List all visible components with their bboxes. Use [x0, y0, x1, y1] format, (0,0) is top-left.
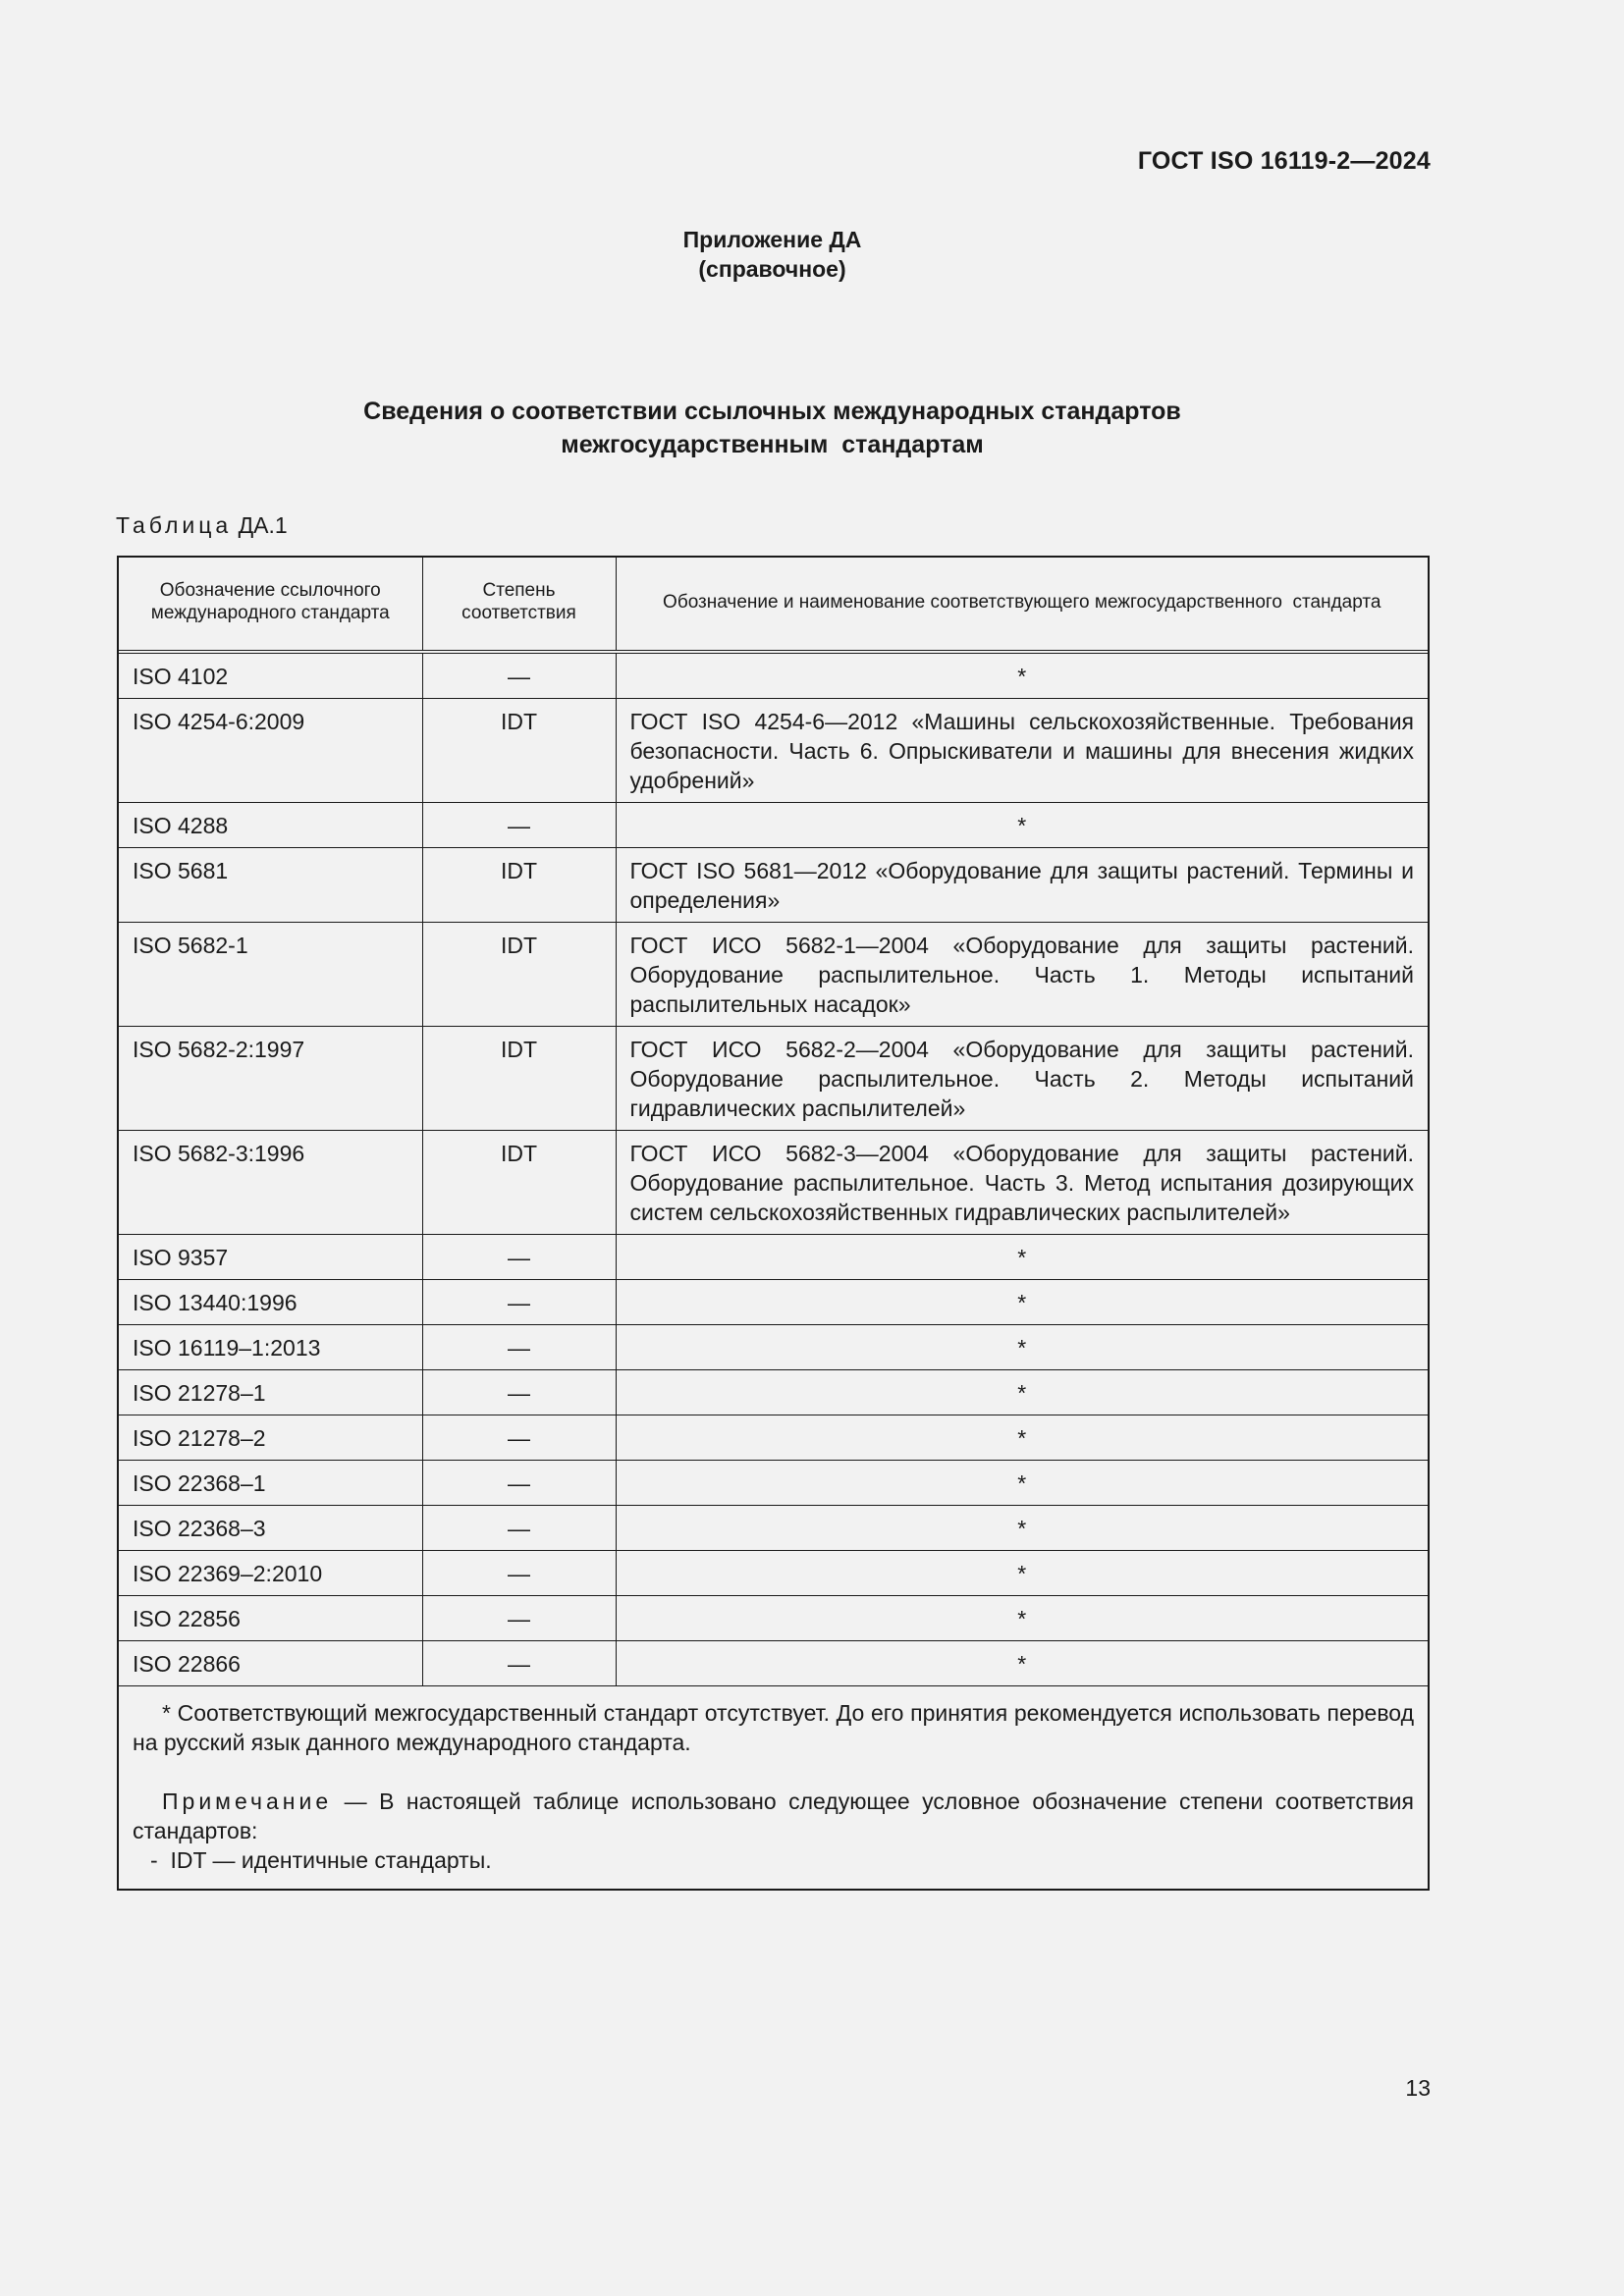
reference-cell: ISO 5682-3:1996 [119, 1131, 422, 1235]
degree-cell: — [422, 1415, 616, 1461]
table-row [119, 1461, 1428, 1506]
degree-cell: — [422, 1596, 616, 1641]
page-number: 13 [1405, 2075, 1431, 2101]
reference-cell: ISO 21278–1 [119, 1370, 422, 1415]
standard-name-cell: * [616, 1641, 1428, 1686]
reference-cell: ISO 22368–1 [119, 1461, 422, 1506]
table-row [119, 1325, 1428, 1370]
degree-cell: — [422, 1280, 616, 1325]
table-row [119, 1415, 1428, 1461]
appendix-subtitle: (справочное) [698, 256, 846, 282]
reference-cell: ISO 4102 [119, 652, 422, 699]
reference-cell: ISO 22368–3 [119, 1506, 422, 1551]
table-row [119, 848, 1428, 923]
degree-cell: IDT [422, 1027, 616, 1131]
reference-cell: ISO 4254-6:2009 [119, 699, 422, 803]
degree-cell: — [422, 803, 616, 848]
reference-cell: ISO 22369–2:2010 [119, 1551, 422, 1596]
degree-cell: — [422, 1551, 616, 1596]
degree-cell: — [422, 652, 616, 699]
table-row [119, 1596, 1428, 1641]
standard-name-cell: * [616, 1325, 1428, 1370]
table-row [119, 1551, 1428, 1596]
standard-name-cell: * [616, 1551, 1428, 1596]
heading-line-1: Сведения о соответствии ссылочных международных стандартов [363, 398, 1181, 425]
reference-cell: ISO 21278–2 [119, 1415, 422, 1461]
correspondence-table [117, 556, 1430, 1891]
degree-cell: — [422, 1370, 616, 1415]
standard-name-cell: ГОСТ ИСО 5682-2—2004 «Оборудование для защиты растений. Оборудование распылительное. Часть 2. Методы испытаний гидравлических распылителей» [616, 1027, 1428, 1131]
standard-name-cell: ГОСТ ISO 5681—2012 «Оборудование для защиты растений. Термины и определения» [616, 848, 1428, 923]
standard-name-cell: ГОСТ ИСО 5682-3—2004 «Оборудование для защиты растений. Оборудование распылительное. Часть 3. Метод испытания дозирующих систем сельскохозяйственных гидравлических распылителей» [616, 1131, 1428, 1235]
table-caption-number: ДА.1 [238, 512, 288, 538]
reference-cell: ISO 22856 [119, 1596, 422, 1641]
standard-name-cell: * [616, 1370, 1428, 1415]
heading-line-2: межгосударственным стандартам [561, 431, 984, 458]
table-notes-cell [119, 1686, 1428, 1890]
reference-cell: ISO 16119–1:2013 [119, 1325, 422, 1370]
degree-cell: — [422, 1641, 616, 1686]
standard-name-cell: * [616, 1461, 1428, 1506]
table-row [119, 923, 1428, 1027]
table-row [119, 1506, 1428, 1551]
appendix-title-block [0, 225, 1544, 284]
column-header-name: Обозначение и наименование соответствующего межгосударственного стандарта [616, 558, 1428, 652]
note-text: — В настоящей таблице использовано следующее условное обозначение степени соответствия стандартов: [133, 1789, 1414, 1843]
table-row [119, 1131, 1428, 1235]
table-row [119, 699, 1428, 803]
table-header-row [119, 558, 1428, 652]
degree-cell: IDT [422, 1131, 616, 1235]
standard-name-cell: * [616, 1596, 1428, 1641]
table-caption [116, 512, 288, 539]
degree-cell: IDT [422, 848, 616, 923]
standard-name-cell: * [616, 1235, 1428, 1280]
reference-cell: ISO 5682-1 [119, 923, 422, 1027]
standard-name-cell: ГОСТ ИСО 5682-1—2004 «Оборудование для защиты растений. Оборудование распылительное. Часть 1. Методы испытаний распылительных насадок» [616, 923, 1428, 1027]
standard-name-cell: ГОСТ ISO 4254-6—2012 «Машины сельскохозяйственные. Требования безопасности. Часть 6. Опрыскиватели и машины для внесения жидких удобрений» [616, 699, 1428, 803]
degree-cell: IDT [422, 923, 616, 1027]
degree-cell: — [422, 1235, 616, 1280]
appendix-title: Приложение ДА [682, 227, 862, 252]
column-header-reference: Обозначение ссылочного международного стандарта [119, 558, 422, 652]
reference-cell: ISO 13440:1996 [119, 1280, 422, 1325]
standard-name-cell: * [616, 1415, 1428, 1461]
table-row [119, 1027, 1428, 1131]
column-header-degree: Степень соответствия [422, 558, 616, 652]
reference-cell: ISO 22866 [119, 1641, 422, 1686]
degree-cell: — [422, 1325, 616, 1370]
table-row [119, 1280, 1428, 1325]
note-list-item: - IDT — идентичные стандарты. [150, 1847, 492, 1873]
reference-cell: ISO 5681 [119, 848, 422, 923]
standard-name-cell: * [616, 803, 1428, 848]
standard-name-cell: * [616, 1280, 1428, 1325]
degree-cell: IDT [422, 699, 616, 803]
standard-name-cell: * [616, 1506, 1428, 1551]
table-row [119, 1641, 1428, 1686]
note-label: Примечание [162, 1789, 333, 1814]
table-row [119, 803, 1428, 848]
table-caption-label: Таблица [116, 512, 233, 538]
table-row [119, 1370, 1428, 1415]
reference-cell: ISO 4288 [119, 803, 422, 848]
table-row [119, 652, 1428, 699]
degree-cell: — [422, 1506, 616, 1551]
table-footnote: * Соответствующий межгосударственный стандарт отсутствует. До его принятия рекомендуется использовать перевод на русский язык данного международного стандарта. [133, 1700, 1414, 1755]
degree-cell: — [422, 1461, 616, 1506]
standard-name-cell: * [616, 652, 1428, 699]
reference-cell: ISO 9357 [119, 1235, 422, 1280]
document-code: ГОСТ ISO 16119-2—2024 [1137, 147, 1431, 175]
section-heading [0, 395, 1544, 461]
table-notes-row [119, 1686, 1428, 1890]
reference-cell: ISO 5682-2:1997 [119, 1027, 422, 1131]
table-row [119, 1235, 1428, 1280]
table-note [133, 1787, 1414, 1845]
